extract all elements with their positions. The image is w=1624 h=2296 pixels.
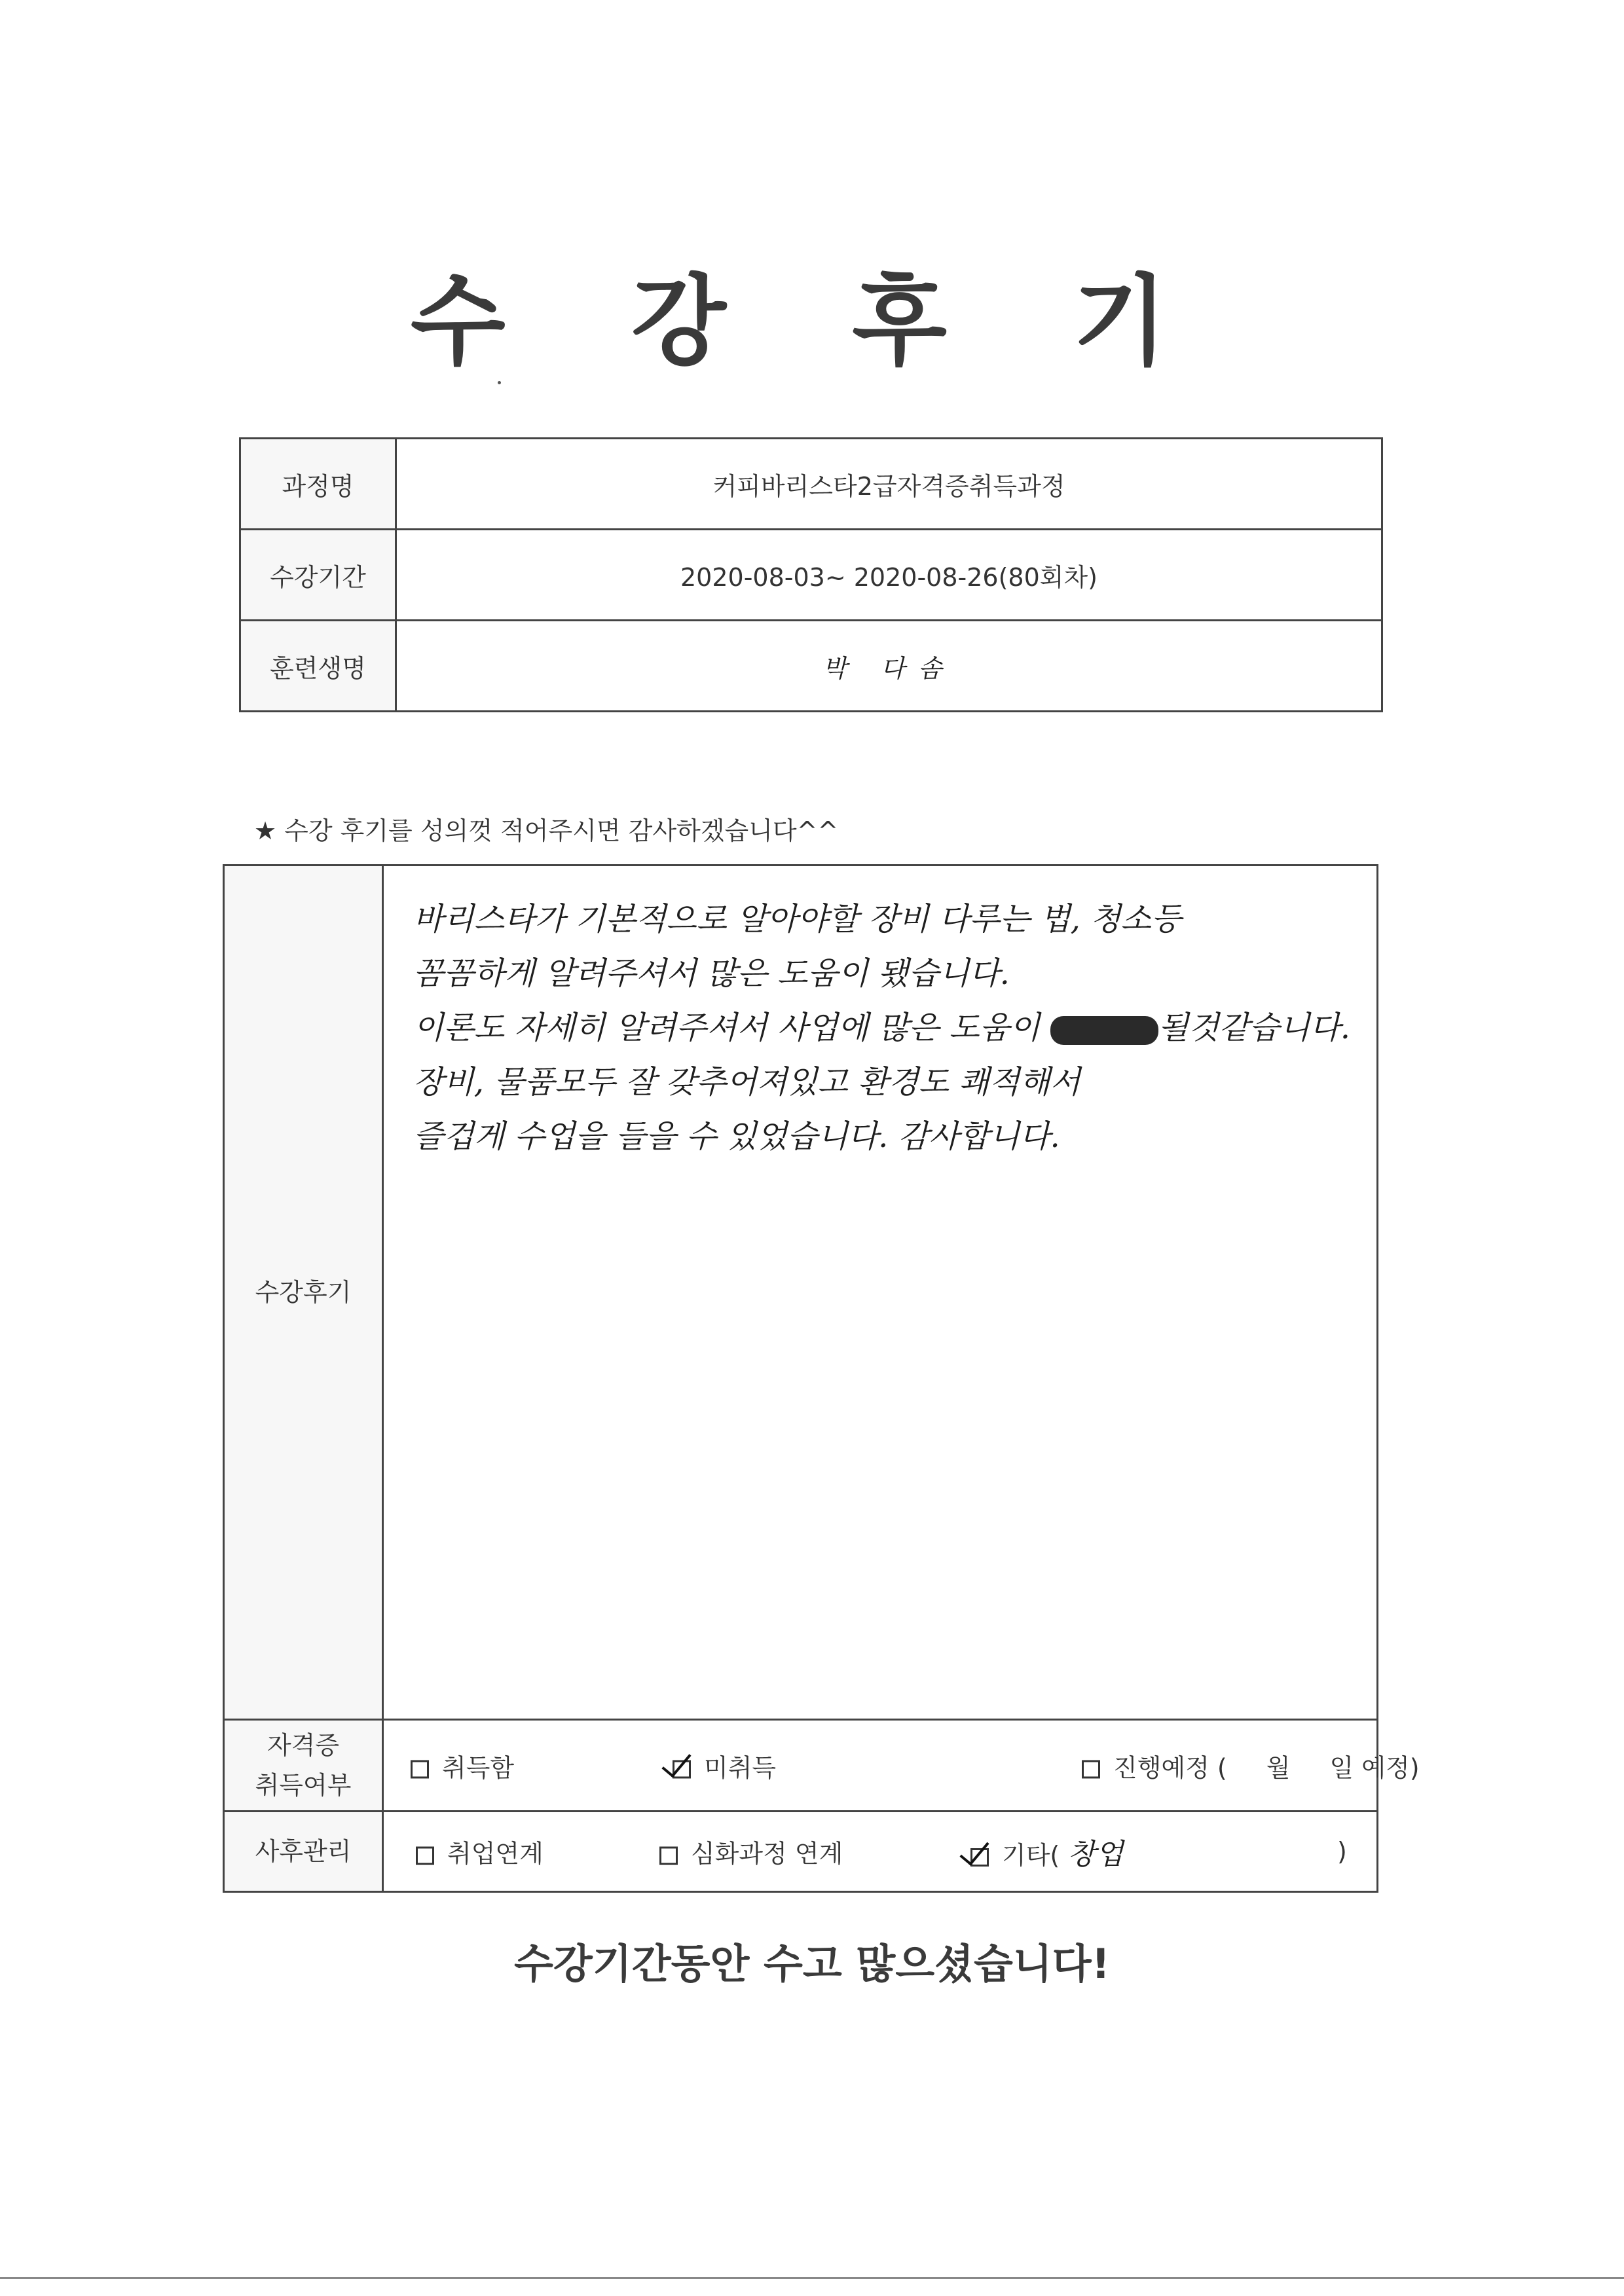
review-line-4: 장비, 물품모두 잘 갖추어져있고 환경도 쾌적해서 xyxy=(413,1064,1080,1101)
review-content xyxy=(383,866,1378,1720)
review-table xyxy=(223,864,1420,1893)
trainee-row xyxy=(240,621,1382,712)
certificate-label-line2: 취득여부 xyxy=(255,1770,352,1800)
notice-text: ★ 수강 후기를 성의껏 적어주시면 감사하겠습니다^^ xyxy=(254,816,839,845)
option-advanced-course[interactable] xyxy=(659,1834,843,1870)
checkbox-advanced-course[interactable] xyxy=(659,1846,678,1865)
option-planned-label: 진행예정 ( xyxy=(1113,1753,1227,1782)
certificate-label xyxy=(224,1720,383,1812)
certificate-row xyxy=(224,1720,1378,1812)
review-line-2: 꼼꼼하게 알려주셔서 많은 도움이 됐습니다. xyxy=(413,955,1010,992)
period-value: 2020-08-03~ 2020-08-26(80회차) xyxy=(396,530,1382,621)
option-other[interactable] xyxy=(970,1831,1123,1872)
closing-message: 수강기간동안 수고 많으셨습니다! xyxy=(514,1940,1110,1988)
checkbox-not-acquired-checked[interactable] xyxy=(673,1760,691,1779)
aftercare-options xyxy=(383,1812,1378,1892)
option-acquired-label: 취득함 xyxy=(442,1753,515,1782)
trainee-name-handwritten: 박 다솜 xyxy=(396,621,1382,712)
review-line-3-end: 될것같습니다. xyxy=(1158,1010,1351,1046)
review-line-3 xyxy=(413,1001,1357,1055)
option-other-label: 기타( xyxy=(1002,1841,1060,1870)
planned-day: 일 xyxy=(1329,1753,1354,1782)
course-info-table xyxy=(239,437,1383,712)
other-close-paren: ) xyxy=(1337,1837,1347,1866)
scan-edge-line xyxy=(0,2277,1624,2279)
option-job-link[interactable] xyxy=(416,1834,544,1870)
review-row xyxy=(224,866,1378,1720)
option-advanced-course-label: 심화과정 연계 xyxy=(691,1839,843,1868)
other-value-handwritten: 창업 xyxy=(1067,1838,1124,1871)
checkbox-job-link[interactable] xyxy=(416,1846,434,1865)
option-acquired[interactable] xyxy=(411,1747,514,1783)
checkbox-other-checked[interactable] xyxy=(970,1848,989,1867)
trainee-label: 훈련생명 xyxy=(240,621,396,712)
checkbox-planned[interactable] xyxy=(1082,1760,1100,1779)
option-not-acquired-label: 미취득 xyxy=(704,1753,777,1782)
review-line-3-start: 이론도 자세히 알려주셔서 xyxy=(413,1010,767,1046)
review-line-1: 바리스타가 기본적으로 알아야할 장비 다루는 법, 청소등 xyxy=(413,901,1182,938)
certificate-options xyxy=(383,1720,1420,1812)
review-label: 수강후기 xyxy=(224,866,383,1720)
option-job-link-label: 취업연계 xyxy=(447,1839,544,1868)
review-line-3-middle: 사업에 많은 도움이 xyxy=(777,1010,1041,1046)
period-row xyxy=(240,530,1382,621)
course-value: 커피바리스타2급자격증취득과정 xyxy=(396,439,1382,530)
planned-suffix: 예정) xyxy=(1361,1753,1420,1782)
checkbox-acquired[interactable] xyxy=(411,1760,429,1779)
aftercare-row xyxy=(224,1812,1378,1892)
certificate-label-line1: 자격증 xyxy=(267,1730,340,1760)
aftercare-label: 사후관리 xyxy=(224,1812,383,1892)
course-row xyxy=(240,439,1382,530)
option-not-acquired[interactable] xyxy=(673,1747,776,1783)
redaction-scribble xyxy=(1050,1016,1158,1045)
course-label: 과정명 xyxy=(240,439,396,530)
planned-month: 월 xyxy=(1266,1753,1291,1782)
option-planned[interactable] xyxy=(1082,1747,1420,1783)
review-line-5: 즐겁게 수업을 들을 수 있었습니다. 감사합니다. xyxy=(413,1118,1060,1155)
document-title: 수 강 후 기 xyxy=(410,265,1214,379)
period-label: 수강기간 xyxy=(240,530,396,621)
stray-dot xyxy=(498,381,501,384)
